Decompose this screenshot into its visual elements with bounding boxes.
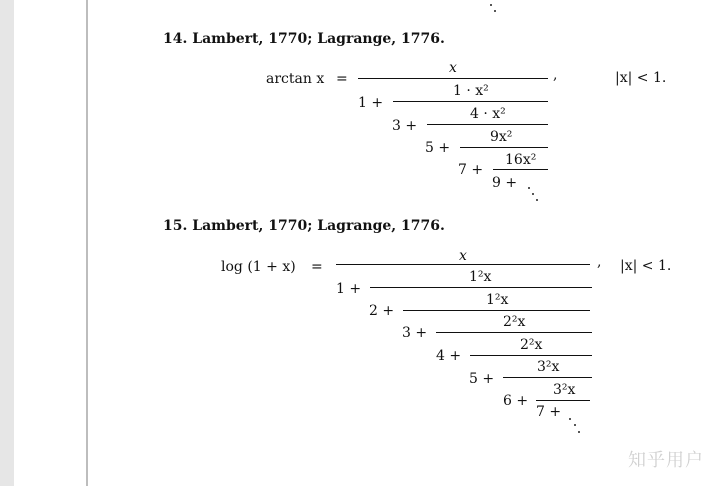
partial-denominator: 6 + <box>503 393 529 409</box>
partial-denominator: 5 + <box>469 371 495 387</box>
partial-denominator: 5 + <box>425 140 451 156</box>
fraction-bar <box>503 377 592 378</box>
ellipsis-dot <box>528 187 530 189</box>
equals-sign: = <box>336 71 348 87</box>
ellipsis-dot <box>574 424 576 426</box>
watermark: 知乎用户 <box>628 450 704 471</box>
viewer-margin <box>14 0 86 486</box>
partial-numerator: 2²x <box>503 314 526 330</box>
ellipsis-dot <box>536 199 538 201</box>
fraction-bar <box>470 355 592 356</box>
partial-numerator: 9x² <box>490 129 513 145</box>
formula-15-lhs: log (1 + x) <box>221 259 296 275</box>
partial-denominator: 4 + <box>436 348 462 364</box>
ellipsis-dot <box>490 4 492 6</box>
partial-denominator: 9 + <box>492 175 518 191</box>
fraction-bar <box>460 147 548 148</box>
fraction-bar <box>393 101 548 102</box>
comma: , <box>597 254 602 270</box>
fraction-bar <box>427 124 548 125</box>
partial-denominator: 7 + <box>458 162 484 178</box>
partial-numerator: 2²x <box>520 337 543 353</box>
partial-numerator: 4 · x² <box>470 106 506 122</box>
partial-denominator: 3 + <box>392 118 418 134</box>
numerator: x <box>459 248 467 264</box>
numerator: x <box>449 60 457 76</box>
partial-numerator: 1 · x² <box>453 83 489 99</box>
ellipsis-dot <box>578 431 580 433</box>
formula-14-lhs: arctan x <box>266 71 325 87</box>
equals-sign: = <box>311 259 323 275</box>
page-border <box>86 0 88 486</box>
condition: |x| < 1. <box>620 258 672 274</box>
partial-numerator: 1²x <box>469 269 492 285</box>
partial-denominator: 1 + <box>358 95 384 111</box>
fraction-bar <box>370 287 592 288</box>
ellipsis-dot <box>532 193 534 195</box>
partial-numerator: 1²x <box>486 292 509 308</box>
comma: , <box>553 67 558 83</box>
partial-numerator: 3²x <box>537 359 560 375</box>
condition: |x| < 1. <box>615 70 667 86</box>
fraction-bar <box>436 332 592 333</box>
fraction-bar <box>403 310 590 311</box>
fraction-bar <box>493 169 548 170</box>
window-edge <box>0 0 14 486</box>
partial-denominator: 7 + <box>536 404 562 420</box>
fraction-bar <box>336 264 590 265</box>
partial-denominator: 1 + <box>336 281 362 297</box>
formula-15-heading: 15. Lambert, 1770; Lagrange, 1776. <box>163 218 445 234</box>
formula-14-heading: 14. Lambert, 1770; Lagrange, 1776. <box>163 31 445 47</box>
partial-denominator: 2 + <box>369 303 395 319</box>
partial-denominator: 3 + <box>402 325 428 341</box>
fraction-bar <box>358 78 548 79</box>
ellipsis-dot <box>569 418 571 420</box>
ellipsis-dot <box>494 10 496 12</box>
partial-numerator: 16x² <box>505 152 537 168</box>
fraction-bar <box>536 400 590 401</box>
partial-numerator: 3²x <box>553 382 576 398</box>
